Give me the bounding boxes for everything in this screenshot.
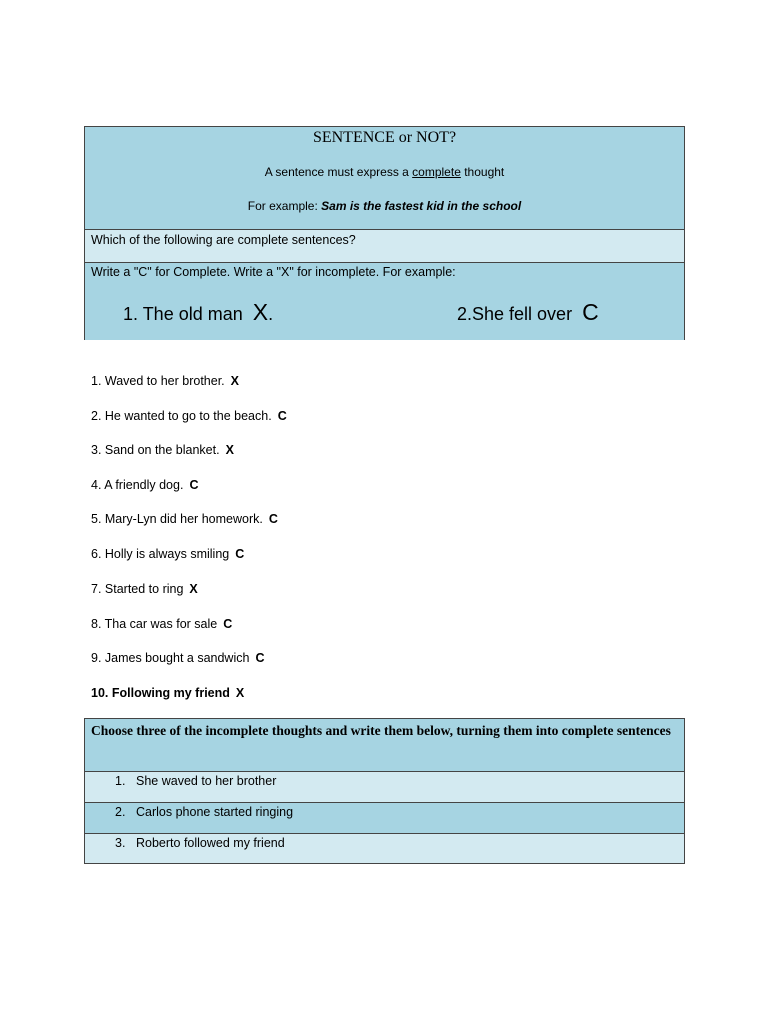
question-text: Which of the following are complete sentences? [91, 233, 356, 247]
list-item [91, 617, 232, 631]
answer-row [85, 802, 684, 833]
item-mark: C [235, 547, 245, 561]
list-item [91, 409, 287, 423]
list-item [91, 582, 198, 596]
definition-underlined-word: complete [412, 165, 461, 179]
item-text: 10. Following my friend [91, 686, 230, 700]
example-incomplete-text: 1. The old man [123, 304, 243, 324]
answer-number: 1. [115, 774, 126, 788]
example-sentence: Sam is the fastest kid in the school [321, 199, 522, 213]
answer-line [115, 805, 293, 819]
answer-text: Carlos phone started ringing [136, 805, 294, 819]
definition-suffix: thought [460, 165, 505, 179]
answer-number: 3. [115, 836, 126, 850]
example-complete-mark: C [582, 299, 599, 325]
item-mark: C [277, 409, 287, 423]
item-text: 9. James bought a sandwich [91, 651, 250, 665]
example-line [85, 199, 684, 213]
item-text: 8. Tha car was for sale [91, 617, 218, 631]
answer-line [115, 774, 276, 788]
item-text: 4. A friendly dog. [91, 478, 184, 492]
item-text: 1. Waved to her brother. [91, 374, 225, 388]
answer-line [115, 836, 285, 850]
example-prefix: For example: [247, 199, 322, 213]
list-item [91, 478, 198, 492]
definition-line [85, 165, 684, 179]
example-incomplete-mark: X [252, 299, 269, 325]
item-text: 7. Started to ring [91, 582, 184, 596]
item-mark: C [268, 512, 278, 526]
example-incomplete-period: . [268, 304, 274, 324]
answer-number: 2. [115, 805, 126, 819]
task-prompt-row [85, 719, 684, 771]
item-mark: C [223, 617, 233, 631]
instructions-row [85, 262, 684, 340]
item-text: 6. Holly is always smiling [91, 547, 230, 561]
header-section [85, 127, 684, 229]
instructions-text: Write a "C" for Complete. Write a "X" for incomplete. For example: [91, 265, 456, 279]
answer-row [85, 771, 684, 802]
answer-row [85, 833, 684, 863]
example-complete [457, 299, 599, 326]
list-item [91, 512, 278, 526]
item-text: 3. Sand on the blanket. [91, 443, 220, 457]
task-prompt: Choose three of the incomplete thoughts and write them below, turning them into complete sentences [91, 723, 671, 738]
item-mark: X [235, 686, 245, 700]
list-item [91, 443, 234, 457]
answer-text: Roberto followed my friend [136, 836, 285, 850]
list-item [91, 374, 239, 388]
item-mark: C [189, 478, 199, 492]
list-item [91, 547, 244, 561]
item-text: 5. Mary-Lyn did her homework. [91, 512, 263, 526]
example-complete-text: 2.She fell over [457, 304, 573, 324]
list-item [91, 651, 264, 665]
definition-prefix: A sentence must express a [264, 165, 413, 179]
instruction-box [84, 126, 685, 340]
list-item [91, 686, 244, 700]
answer-text: She waved to her brother [136, 774, 277, 788]
item-text: 2. He wanted to go to the beach. [91, 409, 272, 423]
question-row [85, 229, 684, 262]
page-title: SENTENCE or NOT? [312, 129, 457, 146]
item-mark: X [230, 374, 239, 388]
item-mark: X [189, 582, 198, 596]
example-incomplete [123, 299, 273, 326]
item-mark: C [255, 651, 265, 665]
task-box [84, 718, 685, 864]
item-mark: X [225, 443, 234, 457]
